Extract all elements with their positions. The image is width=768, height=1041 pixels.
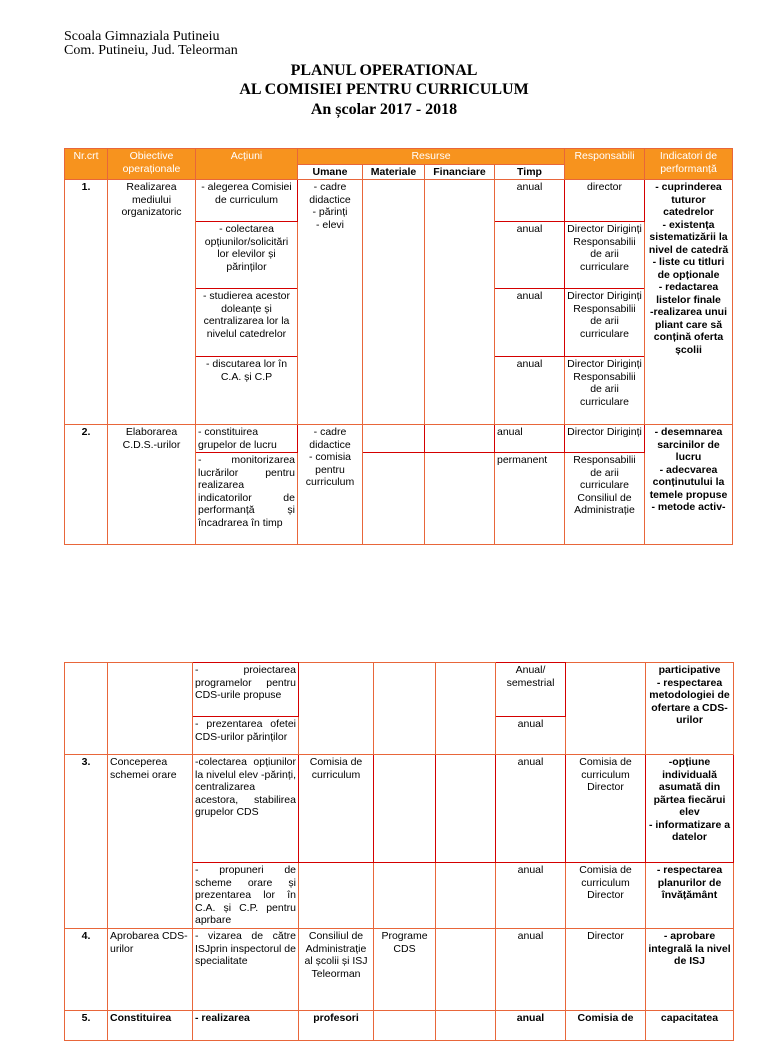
row5-timp: anual <box>496 1011 566 1041</box>
row4-timp: anual <box>496 929 566 1011</box>
row3-resp-2: Comisia de curriculum Director <box>566 863 646 929</box>
row1-resp-2: Director Diriginți Responsabilii de arii curriculare <box>565 222 645 289</box>
cont-timp-1: Anual/ semestrial <box>496 663 566 717</box>
doc-title-line1: PLANUL OPERATIONAL <box>290 62 478 79</box>
row1-nr: 1. <box>65 180 108 425</box>
row2-umane: - cadre didactice - comisia pentru curriculum <box>298 425 363 545</box>
row4-nr: 4. <box>65 929 108 1011</box>
row1-obiectiv: Realizarea mediului organizatoric <box>108 180 196 425</box>
col-materiale: Materiale <box>363 164 425 180</box>
row1-actiune-1: - alegerea Comisiei de curriculum <box>196 180 298 222</box>
row1-timp-1: anual <box>495 180 565 222</box>
cont-actiune-1: - proiectarea programelor pentru CDS-urile propuse <box>193 663 299 717</box>
row3-indicatori-2: - respectarea planurilor de învățământ <box>646 863 734 929</box>
row1-resp-3: Director Diriginți Responsabilii de arii curriculare <box>565 289 645 357</box>
row3-financiare-2 <box>436 863 496 929</box>
row2-nr: 2. <box>65 425 108 545</box>
cont-financiare <box>436 663 496 755</box>
school-address: Com. Putineiu, Jud. Teleorman <box>64 43 238 58</box>
row4-materiale: Programe CDS <box>374 929 436 1011</box>
row2-indicatori: - desemnarea sarcinilor de lucru - adecvarea conținutului la temele propuse - metode activ- <box>645 425 733 545</box>
row4-indicatori: - aprobare integrală la nivel de ISJ <box>646 929 734 1011</box>
row3-materiale-2 <box>374 863 436 929</box>
row3-umane: Comisia de curriculum <box>299 755 374 863</box>
col-actiuni: Acțiuni <box>196 149 298 180</box>
cont-obiectiv <box>108 663 193 755</box>
cont-actiune-2: - prezentarea ofetei CDS-urilor părinților <box>193 717 299 755</box>
row5-indicatori: capacitatea <box>646 1011 734 1041</box>
row5-materiale <box>374 1011 436 1041</box>
row2-financiare <box>425 425 495 453</box>
cont-resp <box>566 663 646 755</box>
row4-financiare <box>436 929 496 1011</box>
cont-timp-2: anual <box>496 717 566 755</box>
cont-materiale <box>374 663 436 755</box>
row1-umane: - cadre didactice - părinți - elevi <box>298 180 363 425</box>
row3-resp-1: Comisia de curriculum Director <box>566 755 646 863</box>
row3-actiune-1: -colectarea opțiunilor la nivelul elev -părinți, centralizarea acestora, stabilirea grupelor CDS <box>193 755 299 863</box>
row3-financiare <box>436 755 496 863</box>
row1-materiale <box>363 180 425 425</box>
row5-nr: 5. <box>65 1011 108 1041</box>
row2-resp-1: Director Diriginți <box>565 425 645 453</box>
col-financiare: Financiare <box>425 164 495 180</box>
row2-obiectiv: Elaborarea C.D.S.-urilor <box>108 425 196 545</box>
row2-actiune-2: - monitorizarea lucrărilor pentru realizarea indicatorilor de performanță și încadrarea în timp <box>196 453 298 545</box>
row3-indicatori-1: -opțiune individuală asumată din pãrtea fiecărui elev - informatizare a datelor <box>646 755 734 863</box>
col-resurse: Resurse <box>298 149 565 165</box>
plan-table-page2 <box>64 662 734 1041</box>
row5-resp: Comisia de <box>566 1011 646 1041</box>
row1-resp-4: Director Diriginți Responsabilii de arii curriculare <box>565 357 645 425</box>
row5-actiune: - realizarea <box>193 1011 299 1041</box>
row1-actiune-3: - studierea acestor doleanțe și centralizarea lor la nivelul catedrelor <box>196 289 298 357</box>
row4-obiectiv: Aprobarea CDS-urilor <box>108 929 193 1011</box>
cont-indicatori: participative - respectarea metodologiei de ofertare a CDS-urilor <box>646 663 734 755</box>
row4-umane: Consiliul de Administrație al școlii și ISJ Teleorman <box>299 929 374 1011</box>
col-nr: Nr.crt <box>65 149 108 180</box>
row1-actiune-4: - discutarea lor în C.A. și C.P <box>196 357 298 425</box>
row1-timp-3: anual <box>495 289 565 357</box>
doc-title-line3: An școlar 2017 - 2018 <box>310 101 458 118</box>
row3-obiectiv: Conceperea schemei orare <box>108 755 193 929</box>
row2-actiune-1: - constituirea grupelor de lucru <box>196 425 298 453</box>
row1-resp-1: director <box>565 180 645 222</box>
school-header <box>64 30 238 58</box>
col-indicatori: Indicatori de performanță <box>645 149 733 180</box>
row3-actiune-2: - propuneri de scheme orare și prezentarea lor în C.A. și C.P. pentru aprbare <box>193 863 299 929</box>
row2-materiale <box>363 425 425 453</box>
doc-title-line2: AL COMISIEI PENTRU CURRICULUM <box>239 81 529 98</box>
row3-materiale <box>374 755 436 863</box>
cont-umane <box>299 663 374 755</box>
school-name: Scoala Gimnaziala Putineiu <box>64 29 220 44</box>
row4-actiune: - vizarea de către ISJprin inspectorul de specialitate <box>193 929 299 1011</box>
row1-financiare <box>425 180 495 425</box>
cont-nr <box>65 663 108 755</box>
row1-actiune-2: - colectarea opțiunilor/solicitări lor elevilor și părinților <box>196 222 298 289</box>
row2-materiale-2 <box>363 453 425 545</box>
col-timp: Timp <box>495 164 565 180</box>
row1-timp-4: anual <box>495 357 565 425</box>
row2-timp-2: permanent <box>495 453 565 545</box>
row2-resp-2: Responsabilii de arii curriculare Consiliul de Administrație <box>565 453 645 545</box>
row4-resp: Director <box>566 929 646 1011</box>
row5-financiare <box>436 1011 496 1041</box>
row2-timp-1: anual <box>495 425 565 453</box>
plan-table-page1 <box>64 148 733 545</box>
col-obiective: Obiective operaționale <box>108 149 196 180</box>
col-responsabili: Responsabili <box>565 149 645 180</box>
row3-timp-2: anual <box>496 863 566 929</box>
row2-financiare-2 <box>425 453 495 545</box>
row3-timp-1: anual <box>496 755 566 863</box>
col-umane: Umane <box>298 164 363 180</box>
row5-umane: profesori <box>299 1011 374 1041</box>
row5-obiectiv: Constituirea <box>108 1011 193 1041</box>
row3-umane-2 <box>299 863 374 929</box>
row1-indicatori: - cuprinderea tuturor catedrelor - existența sistematizării la nivel de catedră - liste cu titluri de opționale - redactarea listelor finale -realizarea unui pliant care să conțină oferta școlii <box>645 180 733 425</box>
row1-timp-2: anual <box>495 222 565 289</box>
row3-nr: 3. <box>65 755 108 929</box>
